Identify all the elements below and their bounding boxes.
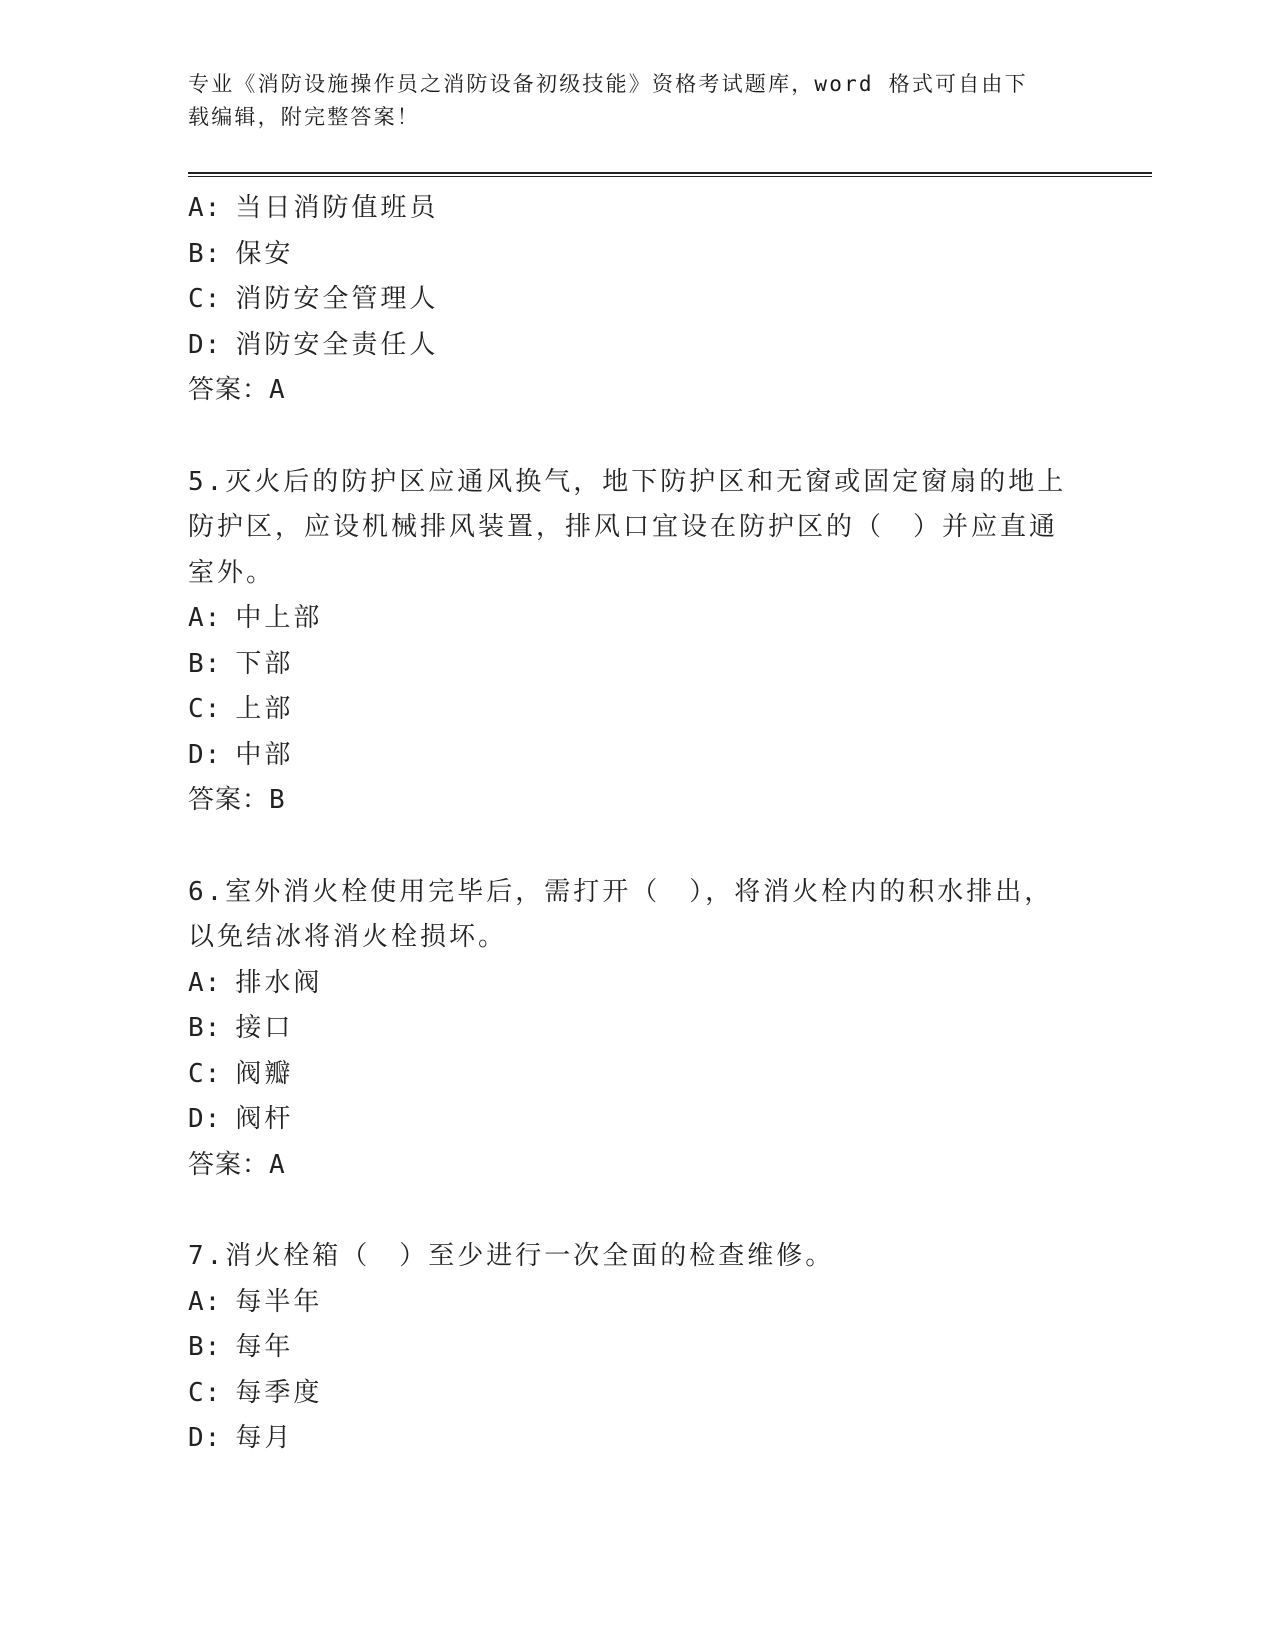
answer-option (188, 642, 1148, 688)
question-stem-line: 室外。 (188, 557, 276, 588)
answer-option (188, 1325, 1148, 1371)
answer-option (188, 1097, 1148, 1143)
answer-option (188, 961, 1148, 1007)
answer-option (188, 1416, 1148, 1462)
option-text: 消防安全管理人 (235, 284, 439, 314)
option-text: 每年 (235, 1332, 294, 1362)
answer-key (188, 778, 1148, 824)
option-letter: B: (188, 648, 222, 679)
option-text: 保安 (235, 238, 294, 269)
option-letter: D: (188, 329, 222, 360)
option-letter: C: (188, 284, 222, 314)
answer-label: 答案： (188, 1149, 270, 1180)
question-spacer (188, 1188, 1148, 1234)
option-letter: B: (188, 1013, 222, 1043)
header-divider (188, 172, 1152, 177)
option-text: 中上部 (235, 603, 323, 633)
answer-option (188, 1052, 1148, 1098)
answer-option (188, 232, 1148, 278)
option-text: 每季度 (235, 1377, 323, 1408)
option-text: 中部 (235, 739, 294, 770)
answer-label: 答案： (188, 375, 270, 405)
question-stem-line: 5.灭火后的防护区应通风换气，地下防护区和无窗或固定窗扇的地上 (188, 466, 1067, 497)
option-text: 每半年 (235, 1286, 323, 1317)
option-text: 阀瓣 (235, 1058, 294, 1089)
option-letter: D: (188, 1423, 222, 1453)
answer-value: B (269, 785, 286, 815)
document-header (188, 68, 1068, 134)
question-block (188, 870, 1148, 1189)
document-page (188, 68, 1148, 1462)
option-text: 每月 (235, 1423, 294, 1453)
option-letter: A: (188, 967, 222, 998)
option-letter: C: (188, 1377, 222, 1408)
question-stem-line: 防护区，应设机械排风装置，排风口宜设在防护区的（ ）并应直通 (188, 512, 1059, 542)
answer-option (188, 596, 1148, 642)
option-letter: A: (188, 193, 222, 223)
question-stem-line: 以免结冰将消火栓损坏。 (188, 922, 508, 952)
option-text: 消防安全责任人 (235, 329, 439, 360)
answer-option (188, 323, 1148, 369)
answer-option (188, 733, 1148, 779)
header-line-2: 载编辑，附完整答案！ (188, 105, 420, 129)
option-letter: A: (188, 603, 222, 633)
header-line-1: 专业《消防设施操作员之消防设备初级技能》资格考试题库，word 格式可自由下 (188, 72, 1028, 96)
option-letter: A: (188, 1286, 222, 1317)
answer-option (188, 1371, 1148, 1417)
option-letter: D: (188, 739, 222, 770)
answer-key (188, 368, 1148, 414)
answer-label: 答案： (188, 785, 270, 815)
question-spacer (188, 824, 1148, 870)
answer-option (188, 277, 1148, 323)
question-list (188, 186, 1148, 1462)
answer-option (188, 186, 1148, 232)
answer-value: A (269, 1149, 286, 1180)
question-stem-line: 7.消火栓箱（ ）至少进行一次全面的检查维修。 (188, 1241, 835, 1271)
option-letter: B: (188, 1332, 222, 1362)
option-letter: D: (188, 1104, 222, 1134)
answer-value: A (269, 375, 286, 405)
option-letter: B: (188, 238, 222, 269)
option-letter: C: (188, 694, 222, 724)
option-letter: C: (188, 1058, 222, 1089)
answer-key (188, 1143, 1148, 1189)
answer-option (188, 1006, 1148, 1052)
option-text: 上部 (235, 694, 294, 724)
question-block (188, 460, 1148, 824)
option-text: 当日消防值班员 (235, 193, 439, 223)
answer-option (188, 687, 1148, 733)
option-text: 下部 (235, 648, 294, 679)
option-text: 排水阀 (235, 967, 323, 998)
question-block (188, 1234, 1148, 1462)
question-spacer (188, 414, 1148, 460)
question-stem-line: 6.室外消火栓使用完毕后，需打开（ ），将消火栓内的积水排出， (188, 876, 1054, 907)
question-block (188, 186, 1148, 414)
option-text: 接口 (235, 1013, 294, 1043)
answer-option (188, 1280, 1148, 1326)
option-text: 阀杆 (235, 1104, 294, 1134)
